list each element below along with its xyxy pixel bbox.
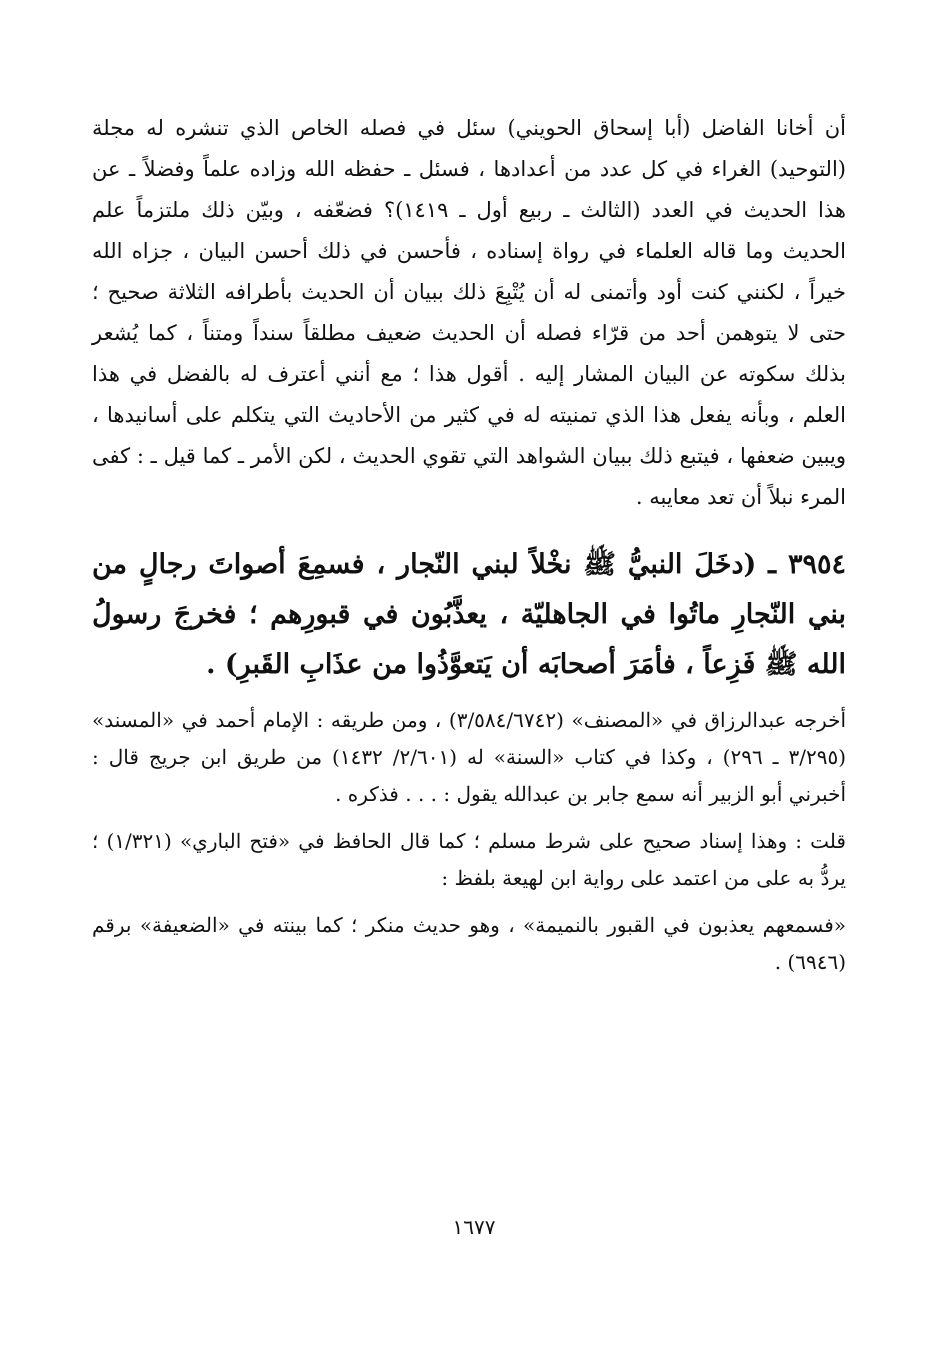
hadith-text: ٣٩٥٤ ـ (دخَلَ النبيُّ ﷺ نخْلاً لبني النّجار ، فسمِعَ أصواتَ رجالٍ من بني النّجارِ ماتُوا في الجاهليّة ، يعذَّبُون في قبورِهم ؛ فخرجَ رسولُ الله ﷺ فَزِعاً ، فأمَرَ أصحابَه أن يَتعوَّذُوا من عذَابِ القَبرِ) .: [92, 549, 846, 680]
quote-paragraph: «فسمعهم يعذبون في القبور بالنميمة» ، وهو حديث منكر ؛ كما بينته في «الضعيفة» برقم (٦٩٤٦) .: [92, 913, 846, 974]
takhrij-paragraph: أخرجه عبدالرزاق في «المصنف» (٣/٥٨٤/٦٧٤٢) ، ومن طريقه : الإمام أحمد في «المسند» (٣/٢٩٥ ـ ٢٩٦) ، وكذا في كتاب «السنة» له (٢/٦٠١/ ١٤٣٢) من طريق ابن جريج قال : أخبرني أبو الزبير أنه سمع جابر بن عبدالله يقول : . . . فذكره .: [92, 708, 847, 806]
page-body: [92, 108, 846, 991]
page-number: ١٦٧٧: [452, 1215, 496, 1239]
comment-paragraph: قلت : وهذا إسناد صحيح على شرط مسلم ؛ كما قال الحافظ في «فتح الباري» (١/٣٢١) ؛ يردُّ به على من اعتمد على رواية ابن لهيعة بلفظ :: [92, 829, 846, 890]
intro-paragraph: أن أخانا الفاضل (أبا إسحاق الحويني) سئل في فصله الخاص الذي تنشره له مجلة (التوحيد) الغراء في كل عدد من أعدادها ، فسئل ـ حفظه الله وزاده علماً وفضلاً ـ عن هذا الحديث في العدد (الثالث ـ ربيع أول ـ ١٤١٩)؟ فضعّفه ، وبيّن ذلك ملتزماً علم الحديث وما قاله العلماء في رواة إسناده ، فأحسن في ذلك أحسن البيان ، جزاه الله خيراً ، لكنني كنت أود وأتمنى له أن يُتْبِعَ ذلك ببيان أن الحديث بأطرافه الثلاثة صحيح ؛ حتى لا يتوهمن أحد من قرّاء فصله أن الحديث ضعيف مطلقاً سنداً ومتناً ، كما يُشعر بذلك سكوته عن البيان المشار إليه . أقول هذا ؛ مع أنني أعترف له بالفضل في هذا العلم ، وبأنه يفعل هذا الذي تمنيته له في كثير من الأحاديث التي يتكلم على أسانيدها ، ويبين ضعفها ، فيتبع ذلك ببيان الشواهد التي تقوي الحديث ، لكن الأمر ـ كما قيل ـ : كفى المرء نبلاً أن تعد معايبه .: [92, 116, 846, 509]
